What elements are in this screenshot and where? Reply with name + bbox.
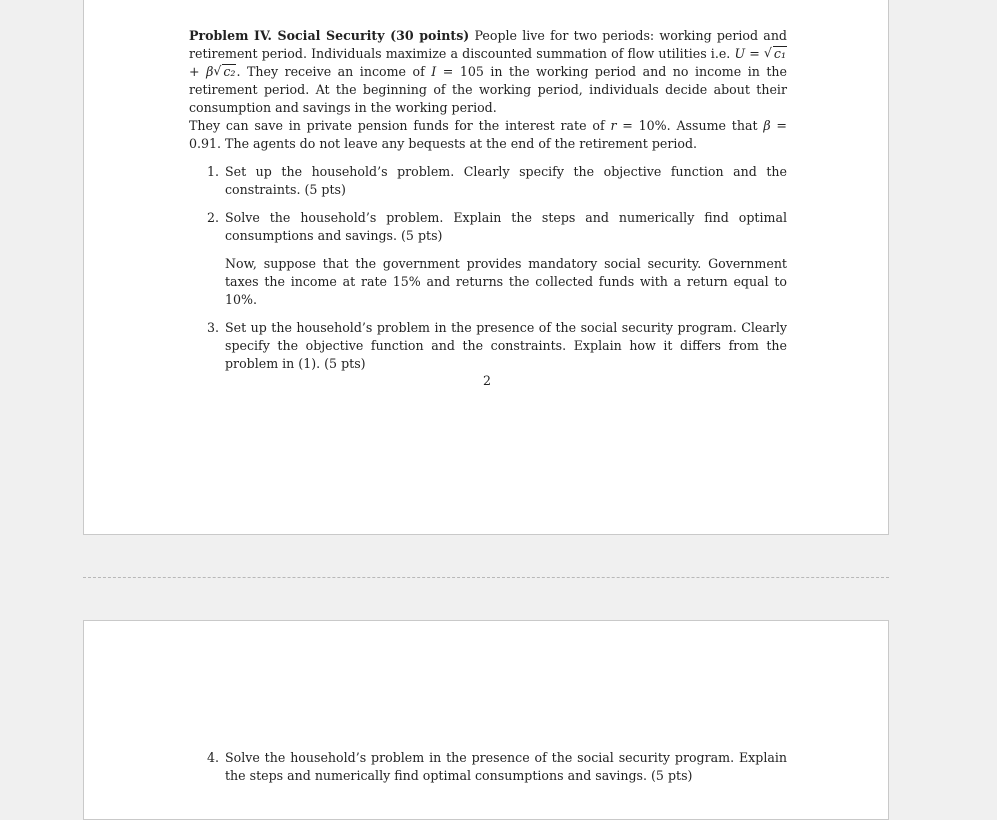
question-item (189, 749, 787, 785)
question-item (189, 209, 787, 245)
problem-second-paragraph (189, 117, 787, 153)
social-security-note: Now, suppose that the government provides mandatory social security. Government taxes the income at rate 15% and returns the collected funds with a return equal to 10%. (225, 256, 787, 307)
question-text: Solve the household’s problem. Explain the steps and numerically find optimal consumptions and savings. (5 pts) (225, 210, 787, 243)
page-separator (83, 577, 889, 578)
intro-text-2: . They receive an income of (236, 64, 432, 79)
para2-text-2: . The agents do not leave any bequests at the end of the retirement period. (217, 136, 698, 151)
question-text: Solve the household’s problem in the presence of the social security program. Explain the steps and numerically find optimal consumptions and savings. (5 pts) (225, 750, 787, 783)
beta-value: = 0.91 (189, 118, 787, 151)
question-item (189, 319, 787, 373)
question-text: Set up the household’s problem. Clearly specify the objective function and the constraints. (5 pts) (225, 164, 787, 197)
intro-text-3: in the working period and no income in the retirement period. At the beginning of the working period, individuals decide about their consumption and savings in the working period. (189, 64, 787, 115)
question-item (189, 163, 787, 199)
c2-symbol: c₂ (223, 64, 236, 79)
sqrt-c1 (764, 45, 787, 63)
problem-intro-paragraph (189, 27, 787, 117)
document-page-1 (83, 0, 889, 535)
beta-symbol: β (763, 118, 771, 133)
question-text: Set up the household’s problem in the presence of the social security program. Clearly specify the objective function and the constraints. Explain how it differs from the problem in (1). (5 pts) (225, 320, 787, 371)
income-symbol: I (431, 64, 437, 79)
question-number: 1. (207, 164, 220, 179)
question-number: 3. (207, 320, 220, 335)
intro-text-1: People live for two periods: working period and retirement period. Individuals maximize a discounted summation of flow utilities i.e. (189, 28, 787, 61)
page-2-content (189, 749, 787, 795)
page-number: 2 (482, 373, 491, 388)
problem-heading: Problem IV. Social Security (30 points) (189, 28, 470, 43)
question-list (189, 163, 787, 245)
question-list-page-2 (189, 749, 787, 785)
question-list-continued (189, 319, 787, 373)
question-number: 2. (207, 210, 220, 225)
income-value: = 105 (436, 64, 484, 79)
question-number: 4. (207, 750, 220, 765)
document-page-2 (83, 620, 889, 820)
para2-text-1: They can save in private pension funds for the interest rate of (189, 118, 611, 133)
sqrt-c2 (213, 63, 236, 81)
utility-symbol: U (734, 46, 746, 61)
rate-value: = 10%. Assume that (616, 118, 764, 133)
plus-beta: + β (189, 64, 214, 79)
page-1-content (189, 27, 787, 383)
rate-symbol: r (610, 118, 617, 133)
utility-equals: = (745, 46, 764, 61)
c1-symbol: c₁ (773, 46, 786, 61)
